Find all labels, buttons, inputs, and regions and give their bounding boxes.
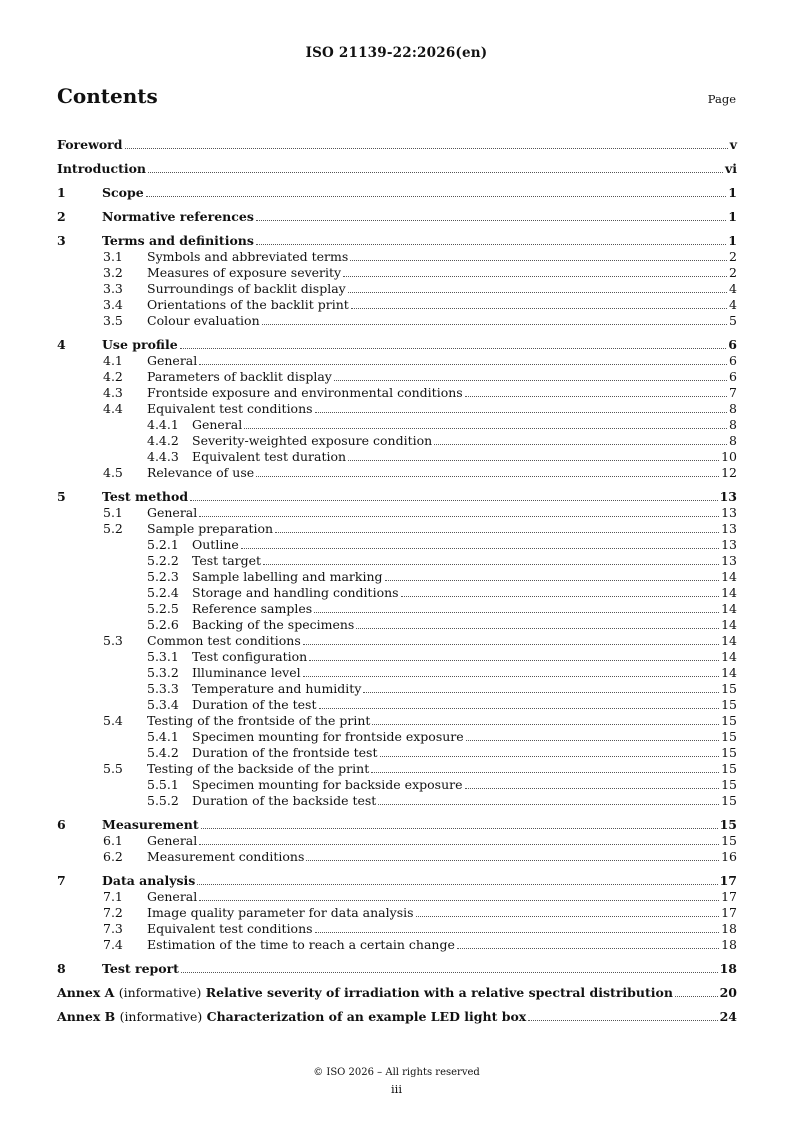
dot-leader <box>363 692 719 693</box>
toc-entry-title: Outline <box>192 537 239 552</box>
toc-entry-title: Specimen mounting for frontside exposure <box>192 729 464 744</box>
toc-entry-title: Frontside exposure and environmental conditions <box>147 385 463 400</box>
toc-entry-number: 5.3.3 <box>147 681 179 696</box>
toc-entry-page: 1 <box>728 233 737 248</box>
toc-entry[interactable] <box>57 521 737 537</box>
toc-entry-page: 15 <box>721 729 737 744</box>
dot-leader <box>348 460 719 461</box>
toc-entry-number: 5.5.2 <box>147 793 179 808</box>
dot-leader <box>416 916 720 917</box>
toc-entry-title: General <box>147 889 198 904</box>
toc-entry-page: 5 <box>729 313 737 328</box>
toc-entry-title: Equivalent test conditions <box>147 401 313 416</box>
dot-leader <box>262 324 727 325</box>
toc-entry[interactable] <box>57 313 737 329</box>
toc-entry[interactable] <box>57 553 737 569</box>
toc-entry-number: 4.4.3 <box>147 449 179 464</box>
toc-entry-number: 4.1 <box>103 353 123 368</box>
toc-entry-number: 5.4 <box>103 713 123 728</box>
toc-entry[interactable] <box>57 833 737 849</box>
toc-entry[interactable] <box>57 585 737 601</box>
toc-entry[interactable] <box>57 937 737 953</box>
toc-entry-number: 3.5 <box>103 313 123 328</box>
toc-entry-title: Introduction <box>57 161 147 176</box>
dot-leader <box>146 196 727 197</box>
toc-entry-number: 5.2.4 <box>147 585 179 600</box>
toc-entry-page: 17 <box>721 889 737 904</box>
dot-leader <box>263 564 719 565</box>
dot-leader <box>256 220 726 221</box>
toc-entry-number: 5.3.2 <box>147 665 179 680</box>
toc-entry-title: Sample labelling and marking <box>192 569 383 584</box>
toc-entry-page: 14 <box>721 585 737 600</box>
dot-leader <box>199 900 719 901</box>
toc-entry-number: 4.3 <box>103 385 123 400</box>
toc-entry-title: Parameters of backlit display <box>147 369 332 384</box>
toc-entry-page: 14 <box>721 569 737 584</box>
toc-entry-number: 5.4.1 <box>147 729 179 744</box>
dot-leader <box>334 380 727 381</box>
toc-entry[interactable] <box>57 209 737 225</box>
dot-leader <box>348 292 727 293</box>
dot-leader <box>309 660 719 661</box>
dot-leader <box>241 548 719 549</box>
toc-entry[interactable] <box>57 777 737 793</box>
toc-entry-title: Estimation of the time to reach a certain change <box>147 937 455 952</box>
toc-entry-number: 5.2.5 <box>147 601 179 616</box>
toc-entry[interactable] <box>57 761 737 777</box>
toc-entry-number: 5.1 <box>103 505 123 520</box>
toc-entry-page: 14 <box>721 649 737 664</box>
toc-entry-number: 3.3 <box>103 281 123 296</box>
dot-leader <box>303 644 719 645</box>
dot-leader <box>125 148 728 149</box>
document-header: ISO 21139-22:2026(en) <box>305 45 488 61</box>
toc-entry-title: Illuminance level <box>192 665 301 680</box>
toc-entry-number: 5.3 <box>103 633 123 648</box>
toc-entry-title: Orientations of the backlit print <box>147 297 349 312</box>
toc-entry-page: 13 <box>721 553 737 568</box>
toc-entry-page: 16 <box>721 849 737 864</box>
toc-entry-number: 5.2.1 <box>147 537 179 552</box>
toc-entry-number: 4.4.1 <box>147 417 179 432</box>
toc-entry-number: 6.2 <box>103 849 123 864</box>
toc-entry-page: 13 <box>721 537 737 552</box>
dot-leader <box>528 1020 717 1021</box>
toc-entry-title: Test target <box>192 553 262 568</box>
toc-entry[interactable] <box>57 249 737 265</box>
toc-entry-page: 4 <box>729 297 737 312</box>
toc-entry[interactable] <box>57 729 737 745</box>
toc-entry-title: Equivalent test conditions <box>147 921 313 936</box>
toc-entry[interactable] <box>57 961 737 977</box>
toc-entry[interactable] <box>57 281 737 297</box>
toc-entry-number: 7.3 <box>103 921 123 936</box>
toc-entry[interactable] <box>57 921 737 937</box>
dot-leader <box>148 172 723 173</box>
page-column-label: Page <box>707 92 736 106</box>
dot-leader <box>378 804 719 805</box>
toc-entry-title: Duration of the backside test <box>192 793 377 808</box>
toc-entry[interactable] <box>57 433 737 449</box>
toc-entry-title: Backing of the specimens <box>192 617 355 632</box>
toc-entry-page: 8 <box>729 401 737 416</box>
toc-entry-number: 4.4 <box>103 401 123 416</box>
toc-entry[interactable] <box>57 233 737 249</box>
toc-entry-page: 14 <box>721 601 737 616</box>
toc-entry-page: 15 <box>721 697 737 712</box>
dot-leader <box>275 532 719 533</box>
dot-leader <box>465 396 727 397</box>
dot-leader <box>199 844 719 845</box>
toc-entry-title: Relevance of use <box>147 465 255 480</box>
toc-entry-page: 6 <box>728 337 737 352</box>
table-of-contents <box>57 129 737 1025</box>
toc-entry-number: 2 <box>57 209 66 224</box>
dot-leader <box>180 348 727 349</box>
toc-entry[interactable] <box>57 417 737 433</box>
toc-entry[interactable] <box>57 793 737 809</box>
toc-entry[interactable] <box>57 369 737 385</box>
toc-entry-page: 15 <box>721 681 737 696</box>
toc-entry-number: 5.2 <box>103 521 123 536</box>
toc-entry[interactable] <box>57 401 737 417</box>
toc-entry-page: 6 <box>729 369 737 384</box>
toc-entry-page: 4 <box>729 281 737 296</box>
toc-entry-title: Common test conditions <box>147 633 301 648</box>
toc-entry[interactable] <box>57 817 737 833</box>
dot-leader <box>181 972 718 973</box>
toc-entry-number: 3.4 <box>103 297 123 312</box>
toc-entry-title: Scope <box>102 185 144 200</box>
toc-entry-title: Sample preparation <box>147 521 274 536</box>
toc-entry-number: 7.1 <box>103 889 123 904</box>
dot-leader <box>371 772 719 773</box>
toc-entry[interactable] <box>57 505 737 521</box>
toc-entry-number: 5.2.6 <box>147 617 179 632</box>
dot-leader <box>401 596 720 597</box>
toc-entry-page: 2 <box>729 265 737 280</box>
dot-leader <box>306 860 719 861</box>
dot-leader <box>465 788 720 789</box>
toc-entry-number: 7 <box>57 873 66 888</box>
toc-annex-entry[interactable] <box>57 1009 737 1025</box>
toc-entry-number: 5.4.2 <box>147 745 179 760</box>
toc-entry[interactable] <box>57 665 737 681</box>
toc-entry-page: 18 <box>721 937 737 952</box>
toc-entry-page: 20 <box>719 985 737 1000</box>
annex-label: Annex B <box>57 1009 116 1024</box>
toc-entry-number: 1 <box>57 185 66 200</box>
dot-leader <box>372 724 719 725</box>
toc-entry-title: Test report <box>102 961 179 976</box>
page-title: Contents <box>57 84 158 108</box>
dot-leader <box>315 412 727 413</box>
toc-entry-title: General <box>147 505 198 520</box>
toc-entry-title: Testing of the frontside of the print <box>147 713 371 728</box>
toc-entry-page: 15 <box>719 817 737 832</box>
toc-entry[interactable] <box>57 617 737 633</box>
toc-entry-page: 8 <box>729 417 737 432</box>
toc-entry-title: Data analysis <box>102 873 196 888</box>
toc-entry-title: Foreword <box>57 137 123 152</box>
toc-entry-title: Use profile <box>102 337 178 352</box>
toc-entry-page: 14 <box>721 617 737 632</box>
dot-leader <box>385 580 720 581</box>
toc-entry-page: 13 <box>721 521 737 536</box>
toc-entry-title: Normative references <box>102 209 254 224</box>
toc-entry-title: Image quality parameter for data analysis <box>147 905 414 920</box>
page-footer <box>0 1067 793 1096</box>
toc-entry-page: v <box>729 137 737 152</box>
toc-entry-page: 2 <box>729 249 737 264</box>
annex-title: Characterization of an example LED light box <box>206 1009 527 1024</box>
toc-entry[interactable] <box>57 873 737 889</box>
dot-leader <box>434 444 727 445</box>
toc-entry-page: 24 <box>719 1009 737 1024</box>
dot-leader <box>315 932 720 933</box>
toc-entry-page: 13 <box>721 505 737 520</box>
toc-entry-number: 3.2 <box>103 265 123 280</box>
toc-entry-title: Reference samples <box>192 601 313 616</box>
toc-entry-number: 6.1 <box>103 833 123 848</box>
toc-entry[interactable] <box>57 681 737 697</box>
toc-entry-title: Duration of the test <box>192 697 317 712</box>
dot-leader <box>380 756 720 757</box>
dot-leader <box>350 260 727 261</box>
dot-leader <box>356 628 719 629</box>
toc-entry-number: 7.4 <box>103 937 123 952</box>
copyright-notice: © ISO 2026 – All rights reserved <box>313 1067 480 1078</box>
toc-entry[interactable] <box>57 745 737 761</box>
toc-entry-page: 15 <box>721 793 737 808</box>
toc-entry-page: 15 <box>721 745 737 760</box>
annex-type: (informative) <box>119 1009 203 1024</box>
toc-entry-number: 5.5 <box>103 761 123 776</box>
toc-entry[interactable] <box>57 601 737 617</box>
toc-entry-title: Temperature and humidity <box>192 681 362 696</box>
dot-leader <box>199 516 719 517</box>
toc-entry[interactable] <box>57 353 737 369</box>
toc-entry[interactable] <box>57 889 737 905</box>
toc-entry-page: 18 <box>719 961 737 976</box>
toc-entry-title: Terms and definitions <box>102 233 254 248</box>
toc-entry-title: Severity-weighted exposure condition <box>192 433 433 448</box>
toc-entry-title: Storage and handling conditions <box>192 585 399 600</box>
dot-leader <box>319 708 720 709</box>
dot-leader <box>256 244 726 245</box>
dot-leader <box>466 740 719 741</box>
annex-label: Annex A <box>57 985 115 1000</box>
toc-entry-title: General <box>147 353 198 368</box>
toc-entry-title: Testing of the backside of the print <box>147 761 370 776</box>
toc-entry-page: 14 <box>721 665 737 680</box>
annex-type: (informative) <box>118 985 202 1000</box>
toc-entry-title: Specimen mounting for backside exposure <box>192 777 463 792</box>
toc-entry[interactable] <box>57 633 737 649</box>
toc-entry[interactable] <box>57 569 737 585</box>
toc-entry-title: Measurement <box>102 817 199 832</box>
toc-entry-page: 7 <box>729 385 737 400</box>
toc-entry[interactable] <box>57 649 737 665</box>
toc-entry-page: 1 <box>728 209 737 224</box>
toc-entry-number: 4 <box>57 337 66 352</box>
toc-entry-title: Colour evaluation <box>147 313 260 328</box>
toc-entry[interactable] <box>57 713 737 729</box>
toc-entry-title: Equivalent test duration <box>192 449 347 464</box>
toc-entry-page: 12 <box>721 465 737 480</box>
toc-entry-page: 10 <box>721 449 737 464</box>
dot-leader <box>201 828 718 829</box>
toc-entry-number: 5.2.3 <box>147 569 179 584</box>
dot-leader <box>351 308 727 309</box>
toc-entry-page: 8 <box>729 433 737 448</box>
toc-entry-number: 4.2 <box>103 369 123 384</box>
annex-title: Relative severity of irradiation with a relative spectral distribution <box>205 985 673 1000</box>
toc-entry-title: Test configuration <box>192 649 308 664</box>
dot-leader <box>457 948 719 949</box>
toc-entry[interactable] <box>57 297 737 313</box>
toc-entry-page: 15 <box>721 761 737 776</box>
toc-entry-title: General <box>147 833 198 848</box>
toc-entry-page: vi <box>724 161 737 176</box>
dot-leader <box>343 276 727 277</box>
toc-entry[interactable] <box>57 265 737 281</box>
toc-entry-number: 3 <box>57 233 66 248</box>
toc-entry-title: Measures of exposure severity <box>147 265 342 280</box>
toc-entry-number: 6 <box>57 817 66 832</box>
toc-entry-title: Duration of the frontside test <box>192 745 378 760</box>
toc-entry-page: 15 <box>721 833 737 848</box>
toc-entry-number: 5.3.1 <box>147 649 179 664</box>
toc-entry-number: 4.5 <box>103 465 123 480</box>
toc-entry-page: 18 <box>721 921 737 936</box>
toc-entry-page: 13 <box>719 489 737 504</box>
toc-entry[interactable] <box>57 465 737 481</box>
toc-entry-page: 15 <box>721 713 737 728</box>
toc-entry-title: Surroundings of backlit display <box>147 281 346 296</box>
page-number: iii <box>390 1082 403 1096</box>
toc-entry-page: 15 <box>721 777 737 792</box>
toc-entry-number: 5.2.2 <box>147 553 179 568</box>
toc-entry[interactable] <box>57 697 737 713</box>
dot-leader <box>256 476 719 477</box>
toc-entry-number: 5 <box>57 489 66 504</box>
dot-leader <box>199 364 727 365</box>
toc-entry-title: Symbols and abbreviated terms <box>147 249 349 264</box>
toc-entry[interactable] <box>57 489 737 505</box>
toc-entry[interactable] <box>57 385 737 401</box>
toc-entry-title: Test method <box>102 489 189 504</box>
dot-leader <box>197 884 717 885</box>
toc-entry[interactable] <box>57 449 737 465</box>
toc-entry-page: 1 <box>728 185 737 200</box>
toc-entry[interactable] <box>57 137 737 153</box>
toc-entry-number: 7.2 <box>103 905 123 920</box>
dot-leader <box>314 612 719 613</box>
toc-entry-title: General <box>192 417 243 432</box>
toc-entry-number: 5.3.4 <box>147 697 179 712</box>
toc-entry-number: 3.1 <box>103 249 123 264</box>
toc-entry-number: 5.5.1 <box>147 777 179 792</box>
toc-entry-page: 14 <box>721 633 737 648</box>
toc-entry-number: 8 <box>57 961 66 976</box>
dot-leader <box>303 676 719 677</box>
toc-entry[interactable] <box>57 905 737 921</box>
toc-annex-entry[interactable] <box>57 985 737 1001</box>
toc-entry[interactable] <box>57 849 737 865</box>
toc-entry[interactable] <box>57 337 737 353</box>
dot-leader <box>675 996 718 997</box>
toc-entry[interactable] <box>57 161 737 177</box>
toc-entry-page: 17 <box>719 873 737 888</box>
toc-entry-page: 17 <box>721 905 737 920</box>
toc-entry[interactable] <box>57 537 737 553</box>
toc-entry-number: 4.4.2 <box>147 433 179 448</box>
toc-entry-title: Measurement conditions <box>147 849 305 864</box>
toc-entry-page: 6 <box>729 353 737 368</box>
dot-leader <box>244 428 727 429</box>
toc-entry[interactable] <box>57 185 737 201</box>
dot-leader <box>190 500 717 501</box>
